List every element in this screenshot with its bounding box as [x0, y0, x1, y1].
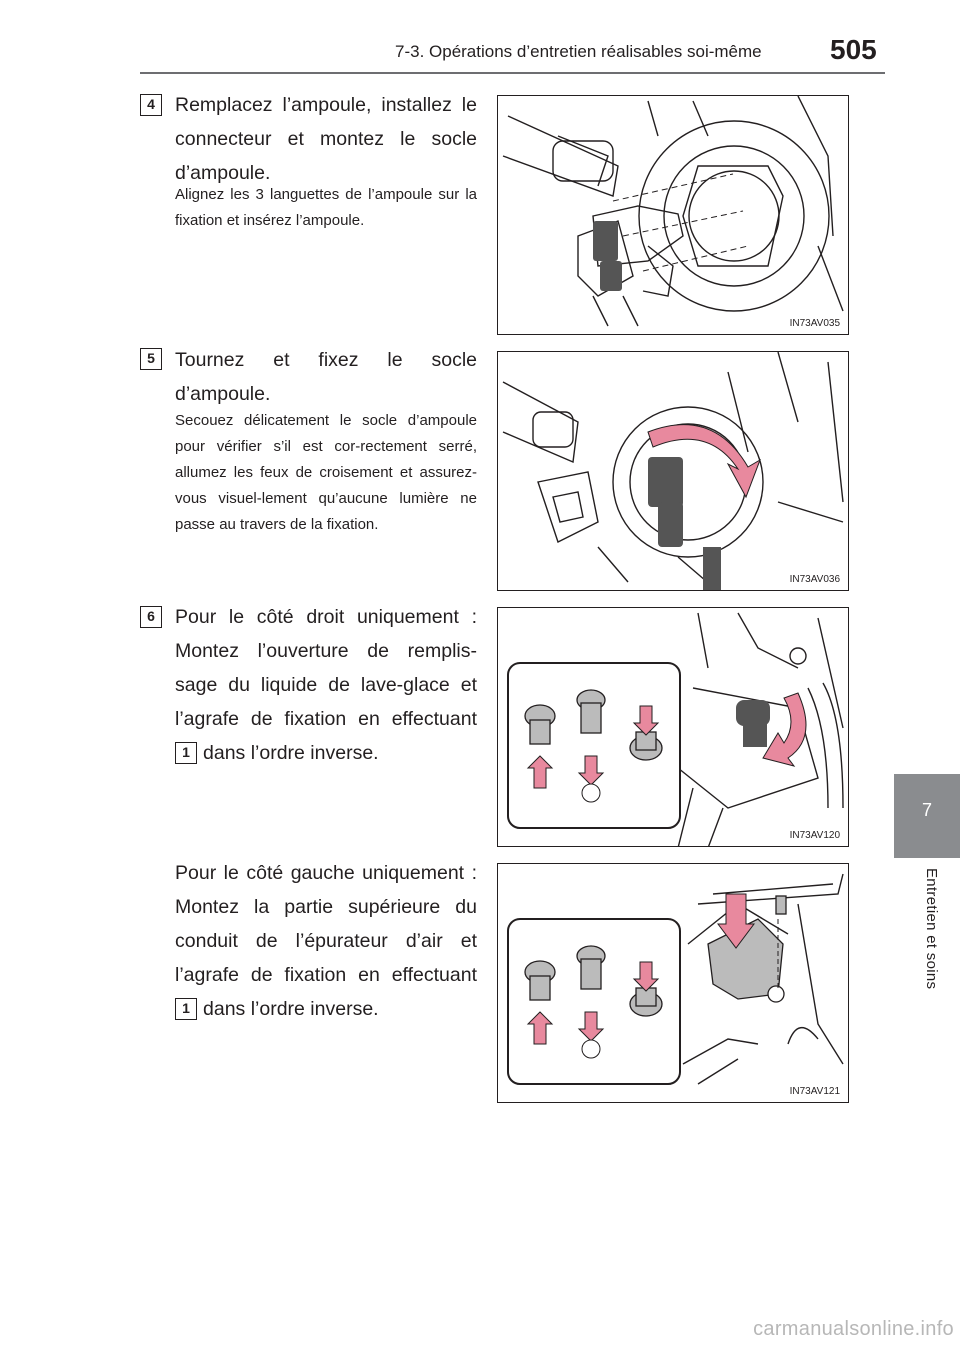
step-6-left-side-instruction: Pour le côté gauche uniquement : Montez la partie supérieure du conduit de l’épurateur d’air et l’agrafe de fixation en effectuant 1 dans l’ordre inverse.	[175, 862, 477, 1020]
chapter-tab[interactable]	[894, 774, 960, 858]
step-number-4: 4	[140, 94, 162, 116]
step-reference-badge: 1	[175, 998, 197, 1020]
header-divider	[140, 72, 885, 74]
chapter-title: Entretien et soins	[923, 868, 940, 990]
washer-filler-clip-illustration	[498, 608, 849, 847]
page-number: 505	[830, 34, 877, 65]
figure-step-6-left	[497, 863, 849, 1103]
figure-code: IN73AV120	[789, 830, 840, 841]
headlamp-socket-rotation-illustration	[498, 352, 849, 591]
step-number-5: 5	[140, 348, 162, 370]
headlamp-bulb-illustration	[498, 96, 849, 335]
step-reference-badge: 1	[175, 742, 197, 764]
step-6-right-side-instruction: Pour le côté droit uniquement : Montez l’ouverture de remplis-sage du liquide de lave-glace et l’agrafe de fixation en effectuant 1 dans l’ordre inverse.	[175, 606, 477, 764]
watermark: carmanualsonline.info	[753, 1318, 954, 1340]
figure-code: IN73AV121	[789, 1086, 840, 1097]
air-cleaner-duct-clip-illustration	[498, 864, 849, 1103]
step-5-note: Secouez délicatement le socle d’ampoule pour vérifier s’il est cor-rectement serré, allumez les feux de croisement et assurez-vous visuel-lement qu’aucune lumière ne passe au travers de la fixation.	[175, 412, 477, 533]
figure-code: IN73AV035	[789, 318, 840, 329]
step-5-instruction: Tournez et fixez le socle d’ampoule.	[175, 349, 477, 405]
section-title: 7-3. Opérations d’entretien réalisables soi-même	[395, 42, 762, 61]
figure-step-4	[497, 95, 849, 335]
step-4-instruction: Remplacez l’ampoule, installez le connecteur et montez le socle d’ampoule.	[175, 94, 477, 184]
step-4-note: Alignez les 3 languettes de l’ampoule sur la fixation et insérez l’ampoule.	[175, 186, 477, 229]
chapter-number: 7	[921, 800, 932, 820]
figure-step-5	[497, 351, 849, 591]
step-number-6: 6	[140, 606, 162, 628]
figure-step-6-right	[497, 607, 849, 847]
figure-code: IN73AV036	[789, 574, 840, 585]
